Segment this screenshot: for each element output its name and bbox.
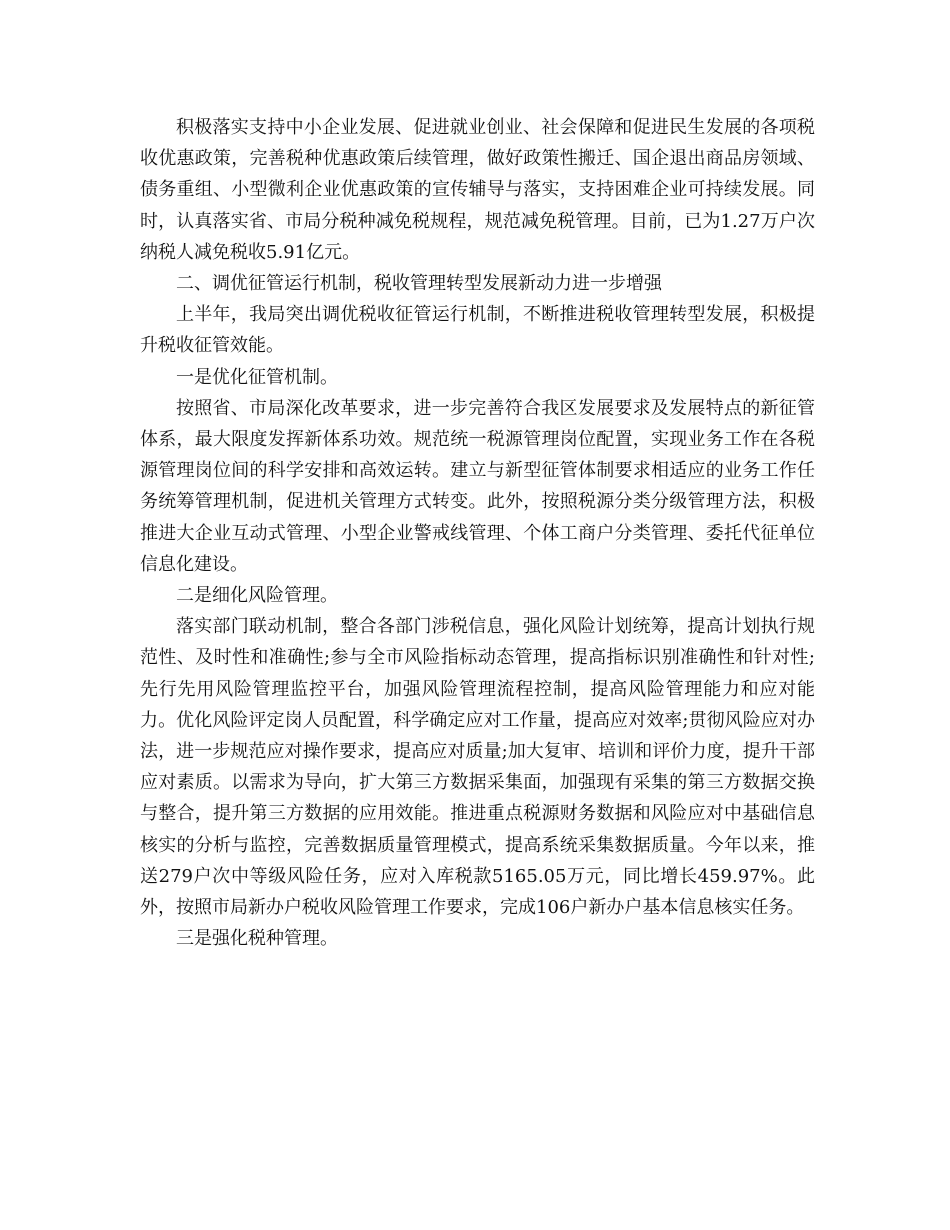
- subheading-1: 一是优化征管机制。: [176, 366, 338, 388]
- document-body: [140, 112, 815, 954]
- paragraph-risk-management: 落实部门联动机制，整合各部门涉税信息，强化风险计划统筹，提高计划执行规范性、及时性和准确性;参与全市风险指标动态管理，提高指标识别准确性和针对性;先行先用风险管理监控平台，加强风险管理流程控制，提高风险管理能力和应对能力。优化风险评定岗人员配置，科学确定应对工作量，提高应对效率;贯彻风险应对办法，进一步规范应对操作要求，提高应对质量;加大复审、培训和评价力度，提升干部应对素质。以需求为导向，扩大第三方数据采集面，加强现有采集的第三方数据交换与整合，提升第三方数据的应用效能。推进重点税源财务数据和风险应对中基础信息核实的分析与监控，完善数据质量管理模式，提高系统采集数据质量。今年以来，推送279户次中等级风险任务，应对入库税款5165.05万元，同比增长459.97%。此外，按照市局新办户税收风险管理工作要求，完成106户新办户基本信息核实任务。: [140, 616, 815, 919]
- paragraph-intro: 上半年，我局突出调优税收征管运行机制，不断推进税收管理转型发展，积极提升税收征管效能。: [140, 304, 815, 357]
- section-heading-2: 二、调优征管运行机制，税收管理转型发展新动力进一步增强: [176, 273, 662, 295]
- subheading-2: 二是细化风险管理。: [176, 585, 338, 607]
- paragraph-tax-incentives: 积极落实支持中小企业发展、促进就业创业、社会保障和促进民生发展的各项税收优惠政策，完善税种优惠政策后续管理，做好政策性搬迁、国企退出商品房领域、债务重组、小型微利企业优惠政策的宣传辅导与落实，支持困难企业可持续发展。同时，认真落实省、市局分税种减免税规程，规范减免税管理。目前，已为1.27万户次纳税人减免税收5.91亿元。: [140, 117, 815, 263]
- subheading-3: 三是强化税种管理。: [176, 928, 338, 950]
- paragraph-mechanism: 按照省、市局深化改革要求，进一步完善符合我区发展要求及发展特点的新征管体系，最大限度发挥新体系功效。规范统一税源管理岗位配置，实现业务工作在各税源管理岗位间的科学安排和高效运转。建立与新型征管体制要求相适应的业务工作任务统筹管理机制，促进机关管理方式转变。此外，按照税源分类分级管理方法，积极推进大企业互动式管理、小型企业警戒线管理、个体工商户分类管理、委托代征单位信息化建设。: [140, 397, 815, 575]
